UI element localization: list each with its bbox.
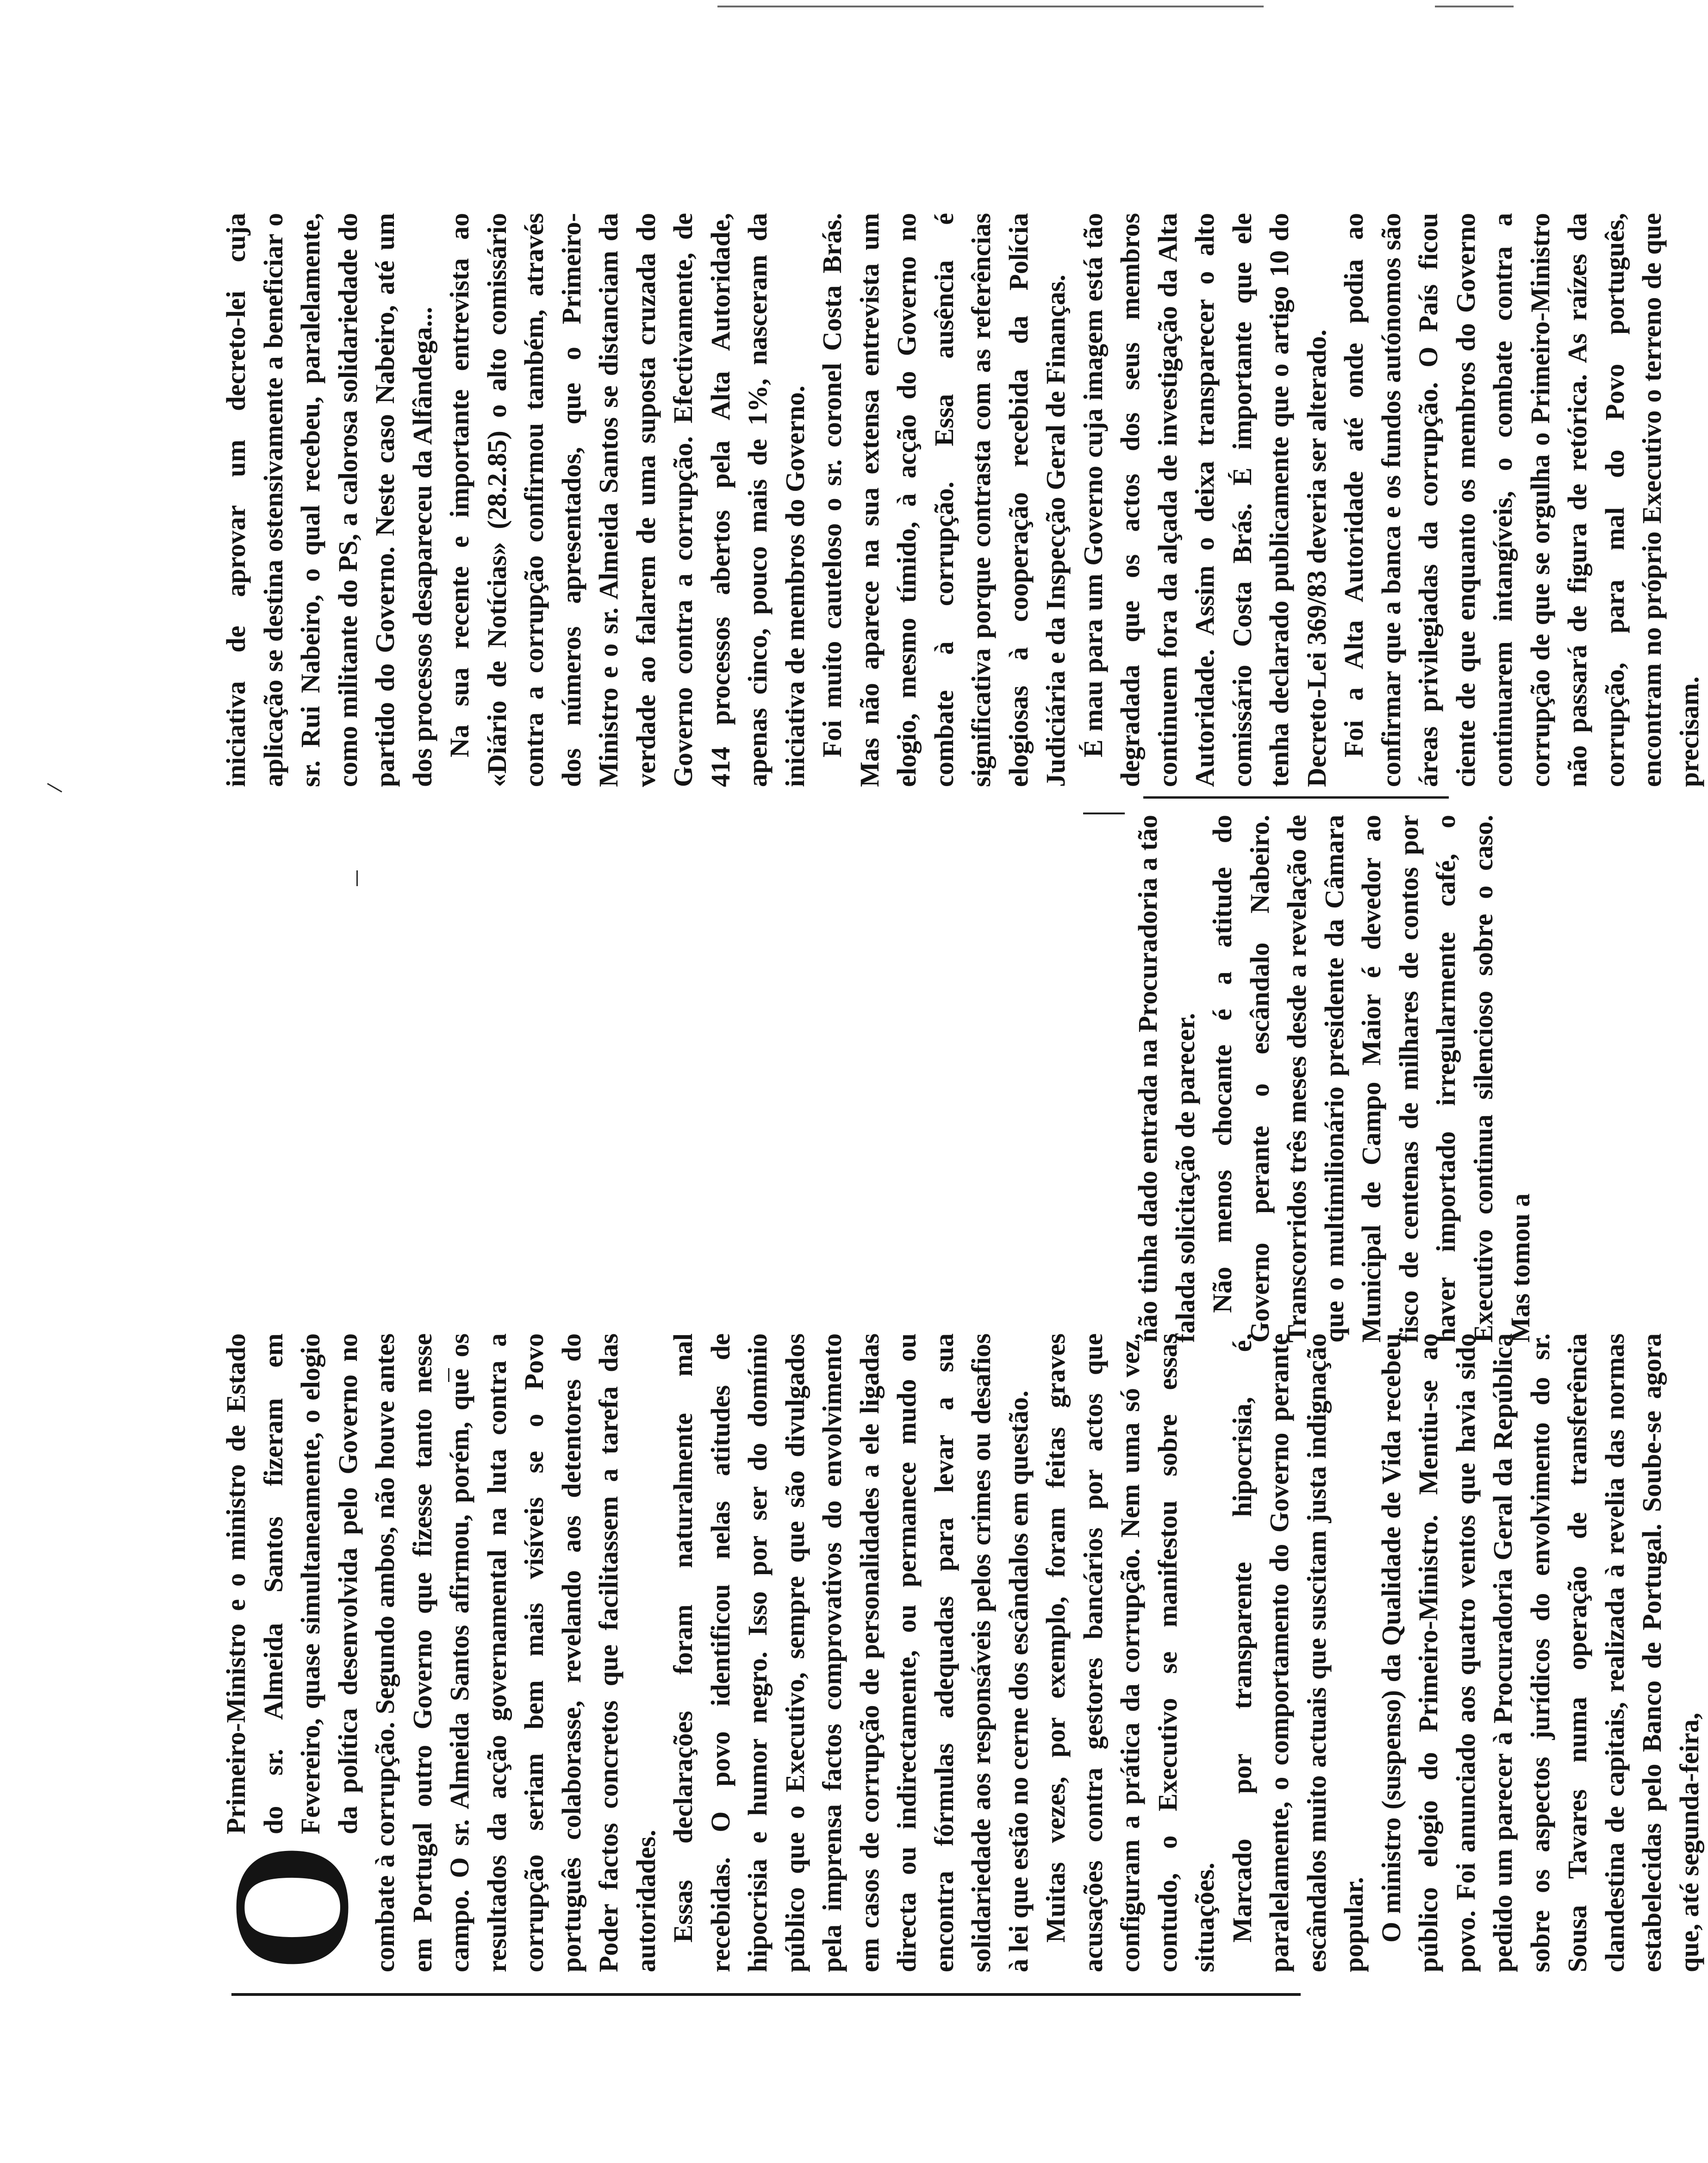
paragraph: É mau para um Governo cuja imagem está tão degradada que os actos dos seus membros continuem fora da alçada de investigação da Alta Autoridade. Assim o deixa transparecer o alto comissário Costa Brás. É importante que ele tenha declarado publicamente que o artigo 10 do Decreto-Lei 369/83 deveria ser alterado. bbox=[1078, 213, 1332, 787]
paragraph: Muitas vezes, por exemplo, foram feitas graves acusações contra gestores bancários por actos que configuram a prática da corrupção. Nem uma só vez, contudo, o Executivo se manifestou sobre essas situações. bbox=[1041, 1333, 1220, 1972]
column-rule-left bbox=[231, 1993, 1301, 1996]
paragraph: O ministro (suspenso) da Qualidade de Vida recebeu público elogio do Primeiro-Ministro. Mentiu-se ao povo. Foi anunciado aos quatro ventos que havia sido pedido um parecer à Procuradoria Geral da República sobre os aspectos jurídicos do envolvimento do sr. Sousa Tavares numa operação de transferência clandestina de capitais, realizada à revelia das normas estabelecidas pelo Banco de Portugal. Soube-se agora que, até segunda-feira, bbox=[1376, 1333, 1704, 1972]
paragraph-text: Primeiro-Ministro e o ministro de Estado do sr. Almeida Santos fizeram em Fevereiro, quase simultaneamente, o elogio da política desenvolvida pelo Governo no combate à corrupção. Segundo ambos, não houve antes em Portugal outro Governo que fizesse tanto nesse campo. O sr. Almeida Santos afirmou, porém, que os resultados da acção governamental na luta contra a corrupção seriam bem mais visíveis se o Povo português colaborasse, revelando aos detentores do Poder factos concretos que facilitassem a tarefa das autoridades. bbox=[221, 1333, 661, 1972]
paragraph: Na sua recente e importante entrevista ao «Diário de Notícias» (28.2.85) o alto comissário contra a corrupção confirmou também, através dos números apresentados, que o Primeiro-Ministro e o sr. Almeida Santos se distanciam da verdade ao falarem de uma suposta cruzada do Governo contra a corrupção. Efectivamente, de 414 processos abertos pela Alta Autoridade, apenas cinco, pouco mais de 1%, nasceram da iniciativa de membros do Governo. bbox=[444, 213, 810, 787]
article-lead-paragraph bbox=[198, 1333, 665, 1972]
scan-edge-line bbox=[1435, 6, 1514, 7]
article-column-1 bbox=[198, 1333, 1704, 1972]
article-column-3 bbox=[218, 213, 1704, 787]
paragraph: Não menos chocante é a atitude do Governo perante o escândalo Nabeiro. Transcorridos três meses desde a revelação de que o multimilionário presidente da Câmara Municipal de Campo Maior é devedor ao fisco de centenas de milhares de contos por haver importado irregularmente café, o Executivo continua silencioso sobre o caso. Mas tomou a bbox=[1207, 815, 1535, 1343]
column-rule-right bbox=[1143, 796, 1449, 799]
article-column-2 bbox=[1129, 815, 1535, 1343]
paragraph: Essas declarações foram naturalmente mal recebidas. O povo identificou nelas atitudes de hipocrisia e humor negro. Isso por ser do domínio público que o Executivo, sempre que são divulgados pela imprensa factos comprovativos do envolvimento em casos de corrupção de personalidades a ele ligadas directa ou indirectamente, ou permanece mudo ou encontra fórmulas adequadas para levar a sua solidariedade aos responsáveis pelos crimes ou desafios à lei que estão no cerne dos escândalos em questão. bbox=[668, 1333, 1034, 1972]
paragraph: Foi a Alta Autoridade até onde podia ao confirmar que a banca e os fundos autónomos são áreas privilegiadas da corrupção. O País ficou ciente de que enquanto os membros do Governo continuarem intangíveis, o combate contra a corrupção de que se orgulha o Primeiro-Ministro não passará de figura de retórica. As raízes da corrupção, para mal do Povo português, encontram no próprio Executivo o terreno de que precisam. bbox=[1339, 213, 1704, 787]
paragraph: Foi muito cauteloso o sr. coronel Costa Brás. Mas não aparece na sua extensa entrevista um elogio, mesmo tímido, à acção do Governo no combate à corrupção. Essa ausência é significativa porque contrasta com as referências elogiosas à cooperação recebida da Polícia Judiciária e da Inspecção Geral de Finanças. bbox=[817, 213, 1071, 787]
column-rule-mid bbox=[1083, 813, 1125, 814]
paragraph: Marcado por transparente hipocrisia, é, paralelamente, o comportamento do Governo perante escândalos muito actuais que suscitam justa indignação popular. bbox=[1227, 1333, 1369, 1972]
paragraph: não tinha dado entrada na Procuradoria a tão falada solicitação de parecer. bbox=[1133, 815, 1200, 1343]
scan-edge-line bbox=[717, 6, 1264, 7]
scan-speck bbox=[47, 783, 62, 793]
drop-cap: O bbox=[198, 1842, 383, 1972]
paragraph: iniciativa de aprovar um decreto-lei cuja aplicação se destina ostensivamente a beneficiar o sr. Rui Nabeiro, o qual recebeu, paralelamente, como militante do PS, a calorosa solidariedade do partido do Governo. Neste caso Nabeiro, até um dos processos desapareceu da Alfândega... bbox=[221, 213, 437, 787]
scan-speck bbox=[356, 870, 358, 886]
